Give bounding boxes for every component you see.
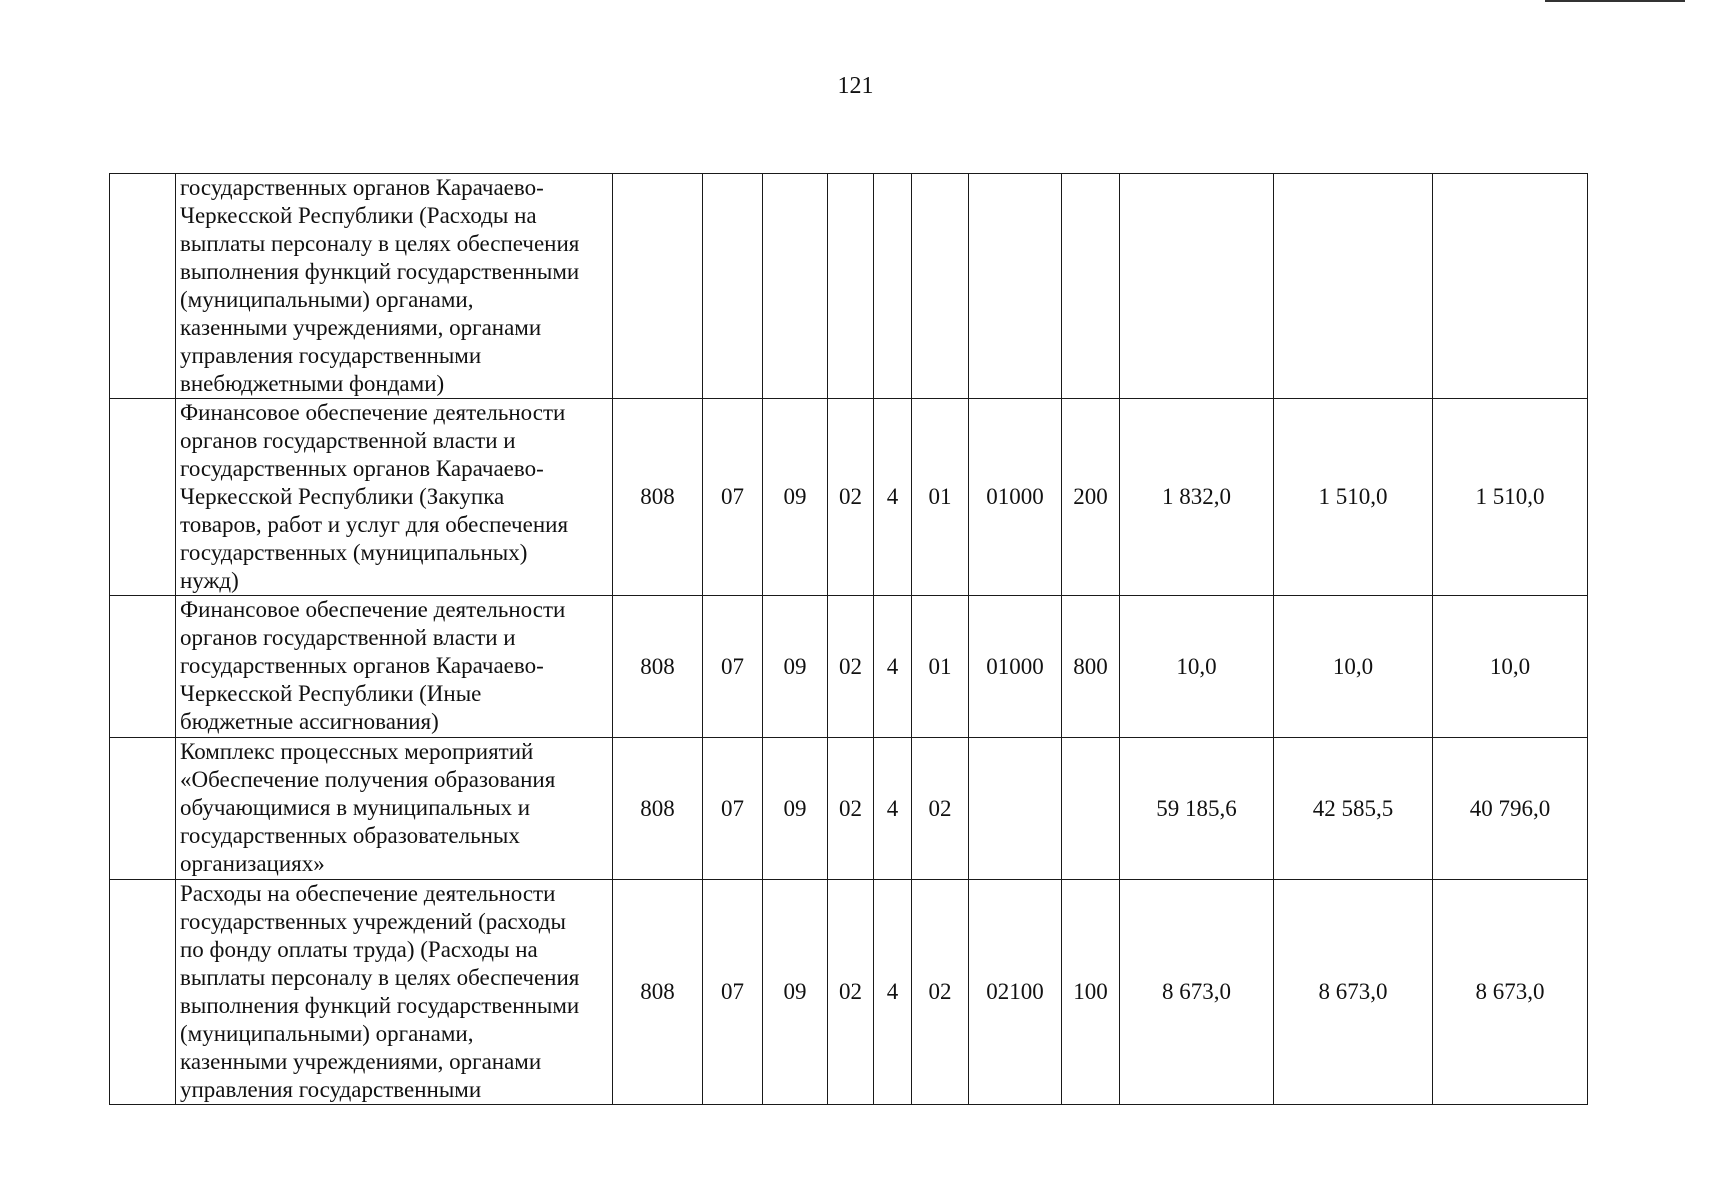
ved-cell: 808	[613, 596, 703, 738]
amount-year1-cell	[1120, 174, 1274, 399]
csr-type-cell: 4	[874, 399, 912, 596]
amount-year2-cell	[1274, 174, 1433, 399]
expense-type-cell	[1062, 738, 1120, 880]
description-cell: государственных органов Карачаево- Черкесской Республики (Расходы на выплаты персоналу в целях обеспечения выполнения функций государственными (муниципальными) органами, казенными учреждениями, органами управления государственными внебюджетными фондами)	[176, 174, 613, 399]
row-number-cell	[110, 738, 176, 880]
table-row	[110, 880, 1588, 1105]
amount-year3-cell: 8 673,0	[1433, 880, 1588, 1105]
expense-type-cell: 100	[1062, 880, 1120, 1105]
csr-direction-cell	[969, 738, 1062, 880]
csr-type-cell: 4	[874, 738, 912, 880]
ved-cell: 808	[613, 880, 703, 1105]
expense-type-cell	[1062, 174, 1120, 399]
section-cell: 07	[703, 399, 763, 596]
section-cell: 07	[703, 738, 763, 880]
amount-year3-cell	[1433, 174, 1588, 399]
csr-type-cell: 4	[874, 596, 912, 738]
csr-type-cell	[874, 174, 912, 399]
expense-type-cell: 800	[1062, 596, 1120, 738]
csr-direction-cell: 01000	[969, 596, 1062, 738]
table-row	[110, 738, 1588, 880]
row-number-cell	[110, 174, 176, 399]
subsection-cell: 09	[763, 880, 828, 1105]
amount-year3-cell: 40 796,0	[1433, 738, 1588, 880]
scan-artifact-bar	[1545, 0, 1685, 2]
description-cell: Финансовое обеспечение деятельности органов государственной власти и государственных органов Карачаево- Черкесской Республики (Иные бюджетные ассигнования)	[176, 596, 613, 738]
description-cell: Расходы на обеспечение деятельности государственных учреждений (расходы по фонду оплаты труда) (Расходы на выплаты персоналу в целях обеспечения выполнения функций государственными (муниципальными) органами, казенными учреждениями, органами управления государственными	[176, 880, 613, 1105]
description-cell: Финансовое обеспечение деятельности органов государственной власти и государственных органов Карачаево- Черкесской Республики (Закупка товаров, работ и услуг для обеспечения государственных (муниципальных) нужд)	[176, 399, 613, 596]
amount-year3-cell: 10,0	[1433, 596, 1588, 738]
amount-year1-cell: 10,0	[1120, 596, 1274, 738]
csr-program-cell	[828, 174, 874, 399]
amount-year2-cell: 8 673,0	[1274, 880, 1433, 1105]
amount-year1-cell: 1 832,0	[1120, 399, 1274, 596]
row-number-cell	[110, 596, 176, 738]
subsection-cell: 09	[763, 738, 828, 880]
description-cell: Комплекс процессных мероприятий «Обеспечение получения образования обучающимися в муниципальных и государственных образовательных организациях»	[176, 738, 613, 880]
section-cell: 07	[703, 596, 763, 738]
table-row	[110, 399, 1588, 596]
subsection-cell: 09	[763, 399, 828, 596]
amount-year2-cell: 42 585,5	[1274, 738, 1433, 880]
table-row	[110, 174, 1588, 399]
csr-program-cell: 02	[828, 880, 874, 1105]
csr-complex-cell: 02	[912, 738, 969, 880]
ved-cell: 808	[613, 399, 703, 596]
subsection-cell: 09	[763, 596, 828, 738]
csr-type-cell: 4	[874, 880, 912, 1105]
amount-year1-cell: 59 185,6	[1120, 738, 1274, 880]
csr-direction-cell: 01000	[969, 399, 1062, 596]
csr-complex-cell	[912, 174, 969, 399]
subsection-cell	[763, 174, 828, 399]
csr-program-cell: 02	[828, 738, 874, 880]
expense-type-cell: 200	[1062, 399, 1120, 596]
row-number-cell	[110, 399, 176, 596]
csr-complex-cell: 01	[912, 596, 969, 738]
csr-program-cell: 02	[828, 596, 874, 738]
csr-direction-cell: 02100	[969, 880, 1062, 1105]
row-number-cell	[110, 880, 176, 1105]
amount-year3-cell: 1 510,0	[1433, 399, 1588, 596]
csr-program-cell: 02	[828, 399, 874, 596]
page-number: 121	[837, 73, 874, 99]
csr-direction-cell	[969, 174, 1062, 399]
csr-complex-cell: 02	[912, 880, 969, 1105]
amount-year2-cell: 1 510,0	[1274, 399, 1433, 596]
budget-table	[109, 173, 1588, 1105]
amount-year1-cell: 8 673,0	[1120, 880, 1274, 1105]
ved-cell: 808	[613, 738, 703, 880]
table-row	[110, 596, 1588, 738]
ved-cell	[613, 174, 703, 399]
csr-complex-cell: 01	[912, 399, 969, 596]
amount-year2-cell: 10,0	[1274, 596, 1433, 738]
section-cell: 07	[703, 880, 763, 1105]
section-cell	[703, 174, 763, 399]
